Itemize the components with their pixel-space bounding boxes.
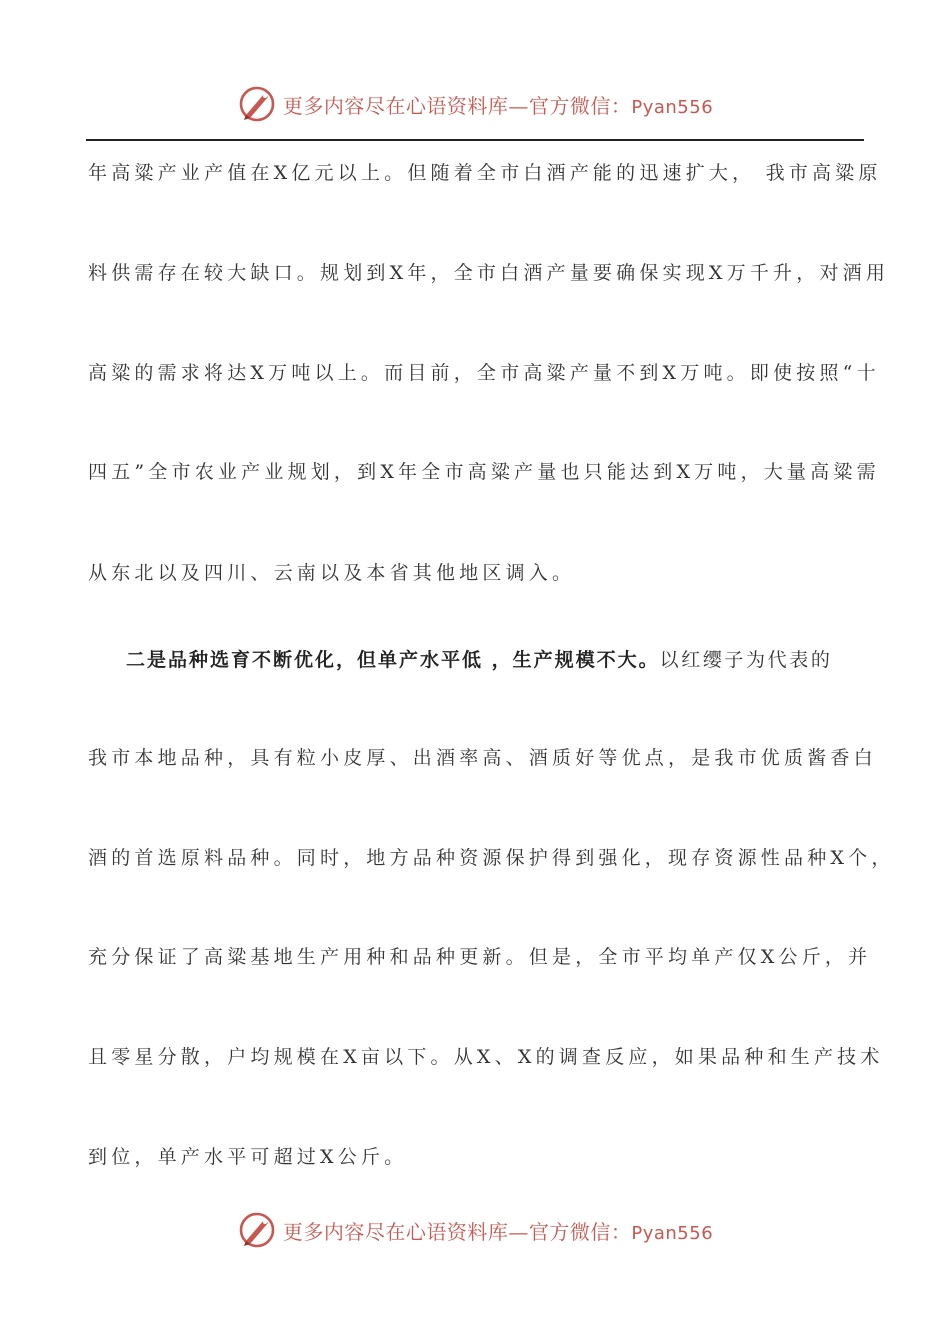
text-line: 到位，单产水平可超过X公斤。 [88,1146,408,1168]
text-line: 高粱的需求将达X万吨以上。而目前，全市高粱产量不到X万吨。即使按照“十 [88,362,880,384]
text-line: 四五”全市农业产业规划，到X年全市高粱产量也只能达到X万吨，大量高粱需 [88,461,880,483]
text-line: 酒的首选原料品种。同时，地方品种资源保护得到强化，现存资源性品种X个， [88,847,895,869]
text-line: 且零星分散，户均规模在X亩以下。从X、X的调查反应，如果品种和生产技术 [88,1046,884,1068]
banner-title: 更多内容尽在心语资料库—官方微信： [282,1219,632,1244]
banner-wechat-id: Pyan556 [631,96,714,118]
banner-wechat-id: Pyan556 [631,1222,714,1244]
text-line: 从东北以及四川、云南以及本省其他地区调入。 [88,562,576,584]
text-line: 年高粱产业产值在X亿元以上。但随着全市白酒产能的迅速扩大， 我市高粱原 [88,162,882,184]
pen-logo-icon [237,84,277,124]
header-divider [86,139,864,141]
text-line: 充分保证了高粱基地生产用种和品种更新。但是，全市平均单产仅X公斤，并 [88,946,872,968]
text-line: 我市本地品种，具有粒小皮厚、出酒率高、酒质好等优点，是我市优质酱香白 [88,747,877,769]
banner-text [283,1216,713,1245]
text-line: 料供需存在较大缺口。规划到X年，全市白酒产量要确保实现X万千升，对酒用 [88,262,890,284]
header-banner [0,84,950,124]
pen-logo-icon [237,1210,277,1250]
banner-title: 更多内容尽在心语资料库—官方微信： [282,93,632,118]
paragraph-lead-line [126,645,832,672]
text-span: 以红缨子为代表的 [659,649,833,671]
footer-banner [0,1210,950,1250]
paragraph-heading: 二是品种选育不断优化，但单产水平低 ，生产规模不大。 [126,649,660,671]
banner-text [283,90,713,119]
